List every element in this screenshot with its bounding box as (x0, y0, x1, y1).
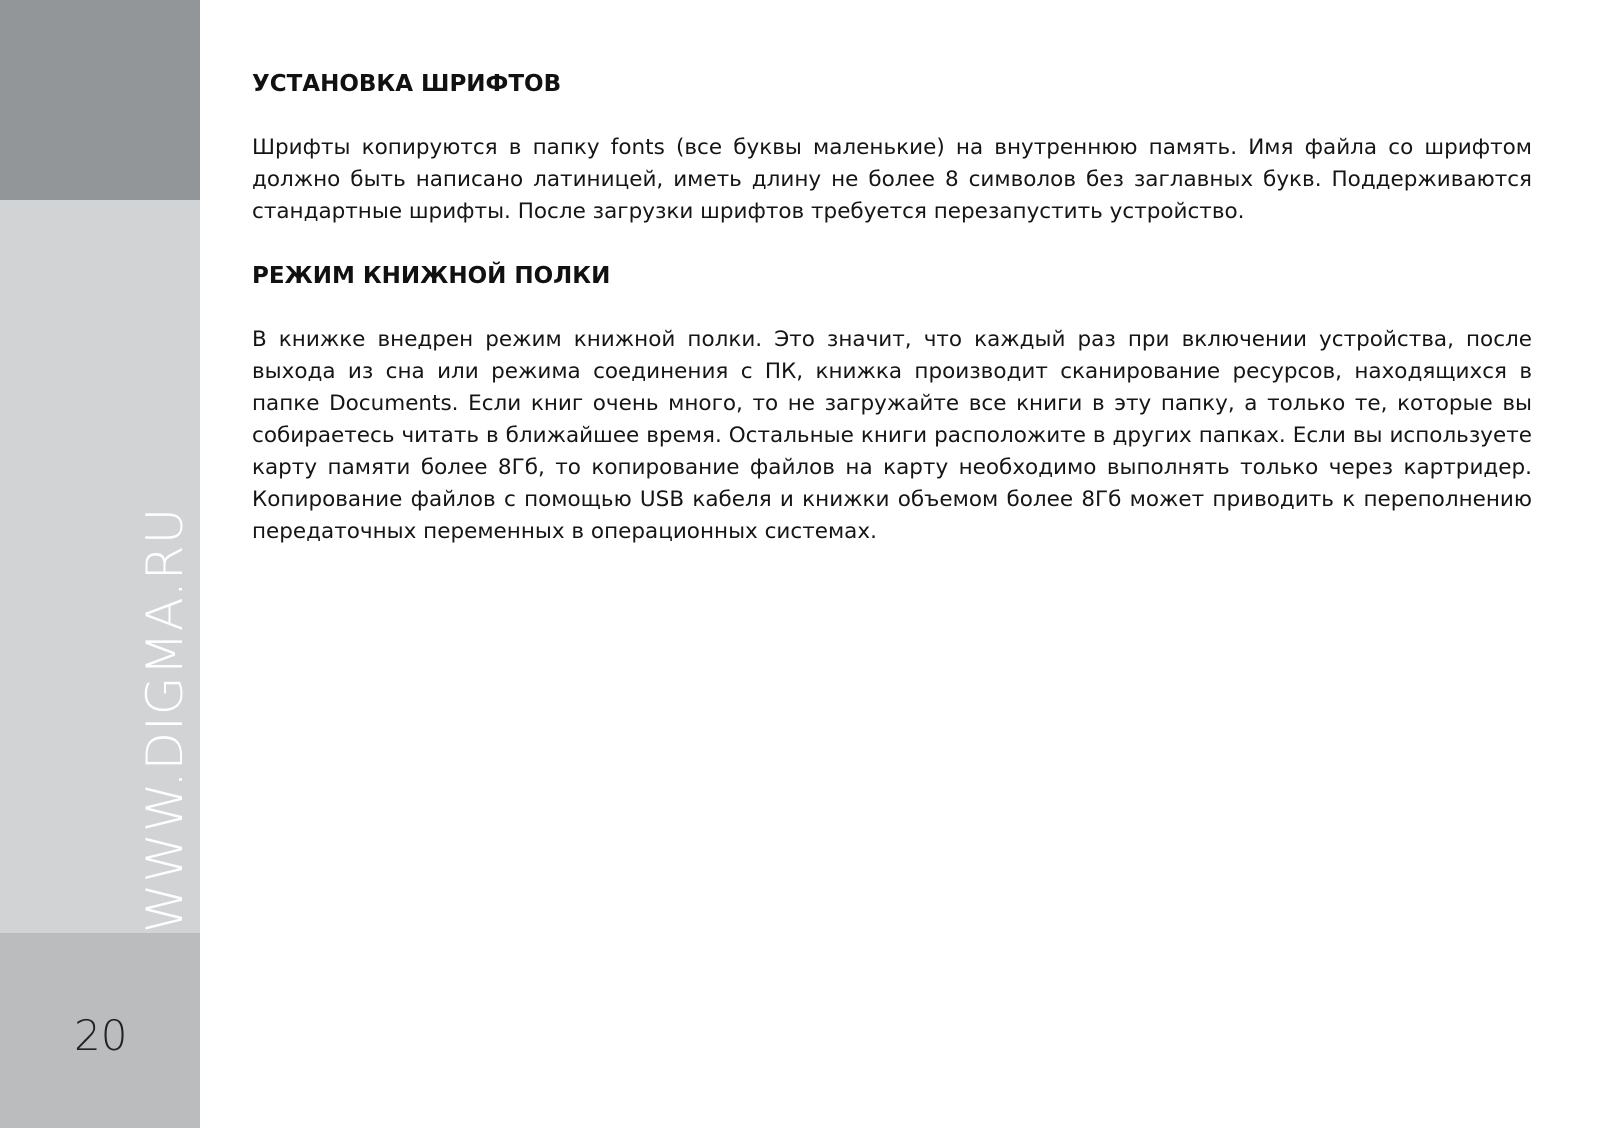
section-heading-font-install: УСТАНОВКА ШРИФТОВ (252, 71, 562, 97)
sidebar-top-block (0, 0, 200, 200)
page-content (252, 68, 1532, 548)
page-number: 20 (74, 1011, 128, 1060)
section-heading-bookshelf-mode: РЕЖИМ КНИЖНОЙ ПОЛКИ (252, 263, 611, 289)
sidebar (0, 0, 200, 1128)
section-text-bookshelf-mode: В книжке внедрен режим книжной полки. Это значит, что каждый раз при включении устройства, после выхода из сна или режима соединения с ПК, книжка производит сканирование ресурсов, находящихся в папке Documents. Если книг очень много, то не загружайте все книги в эту папку, а только те, которые вы собираетесь читать в ближайшее время. Остальные книги расположите в других папках. Если вы используете карту памяти более 8Гб, то копирование файлов на карту необходимо выполнять только через картридер. Копирование файлов с помощью USB кабеля и книжки объемом более 8Гб может приводить к переполнению передаточных переменных в операционных системах. (252, 327, 1532, 544)
section-text-font-install: Шрифты копируются в папку fonts (все буквы маленькие) на внутреннюю память. Имя файла со шрифтом должно быть написано латиницей, иметь длину не более 8 символов без заглавных букв. Поддерживаются стандартные шрифты. После загрузки шрифтов требуется перезапустить устройство. (252, 135, 1532, 224)
website-label: WWW.DIGMA.RU (136, 506, 194, 933)
